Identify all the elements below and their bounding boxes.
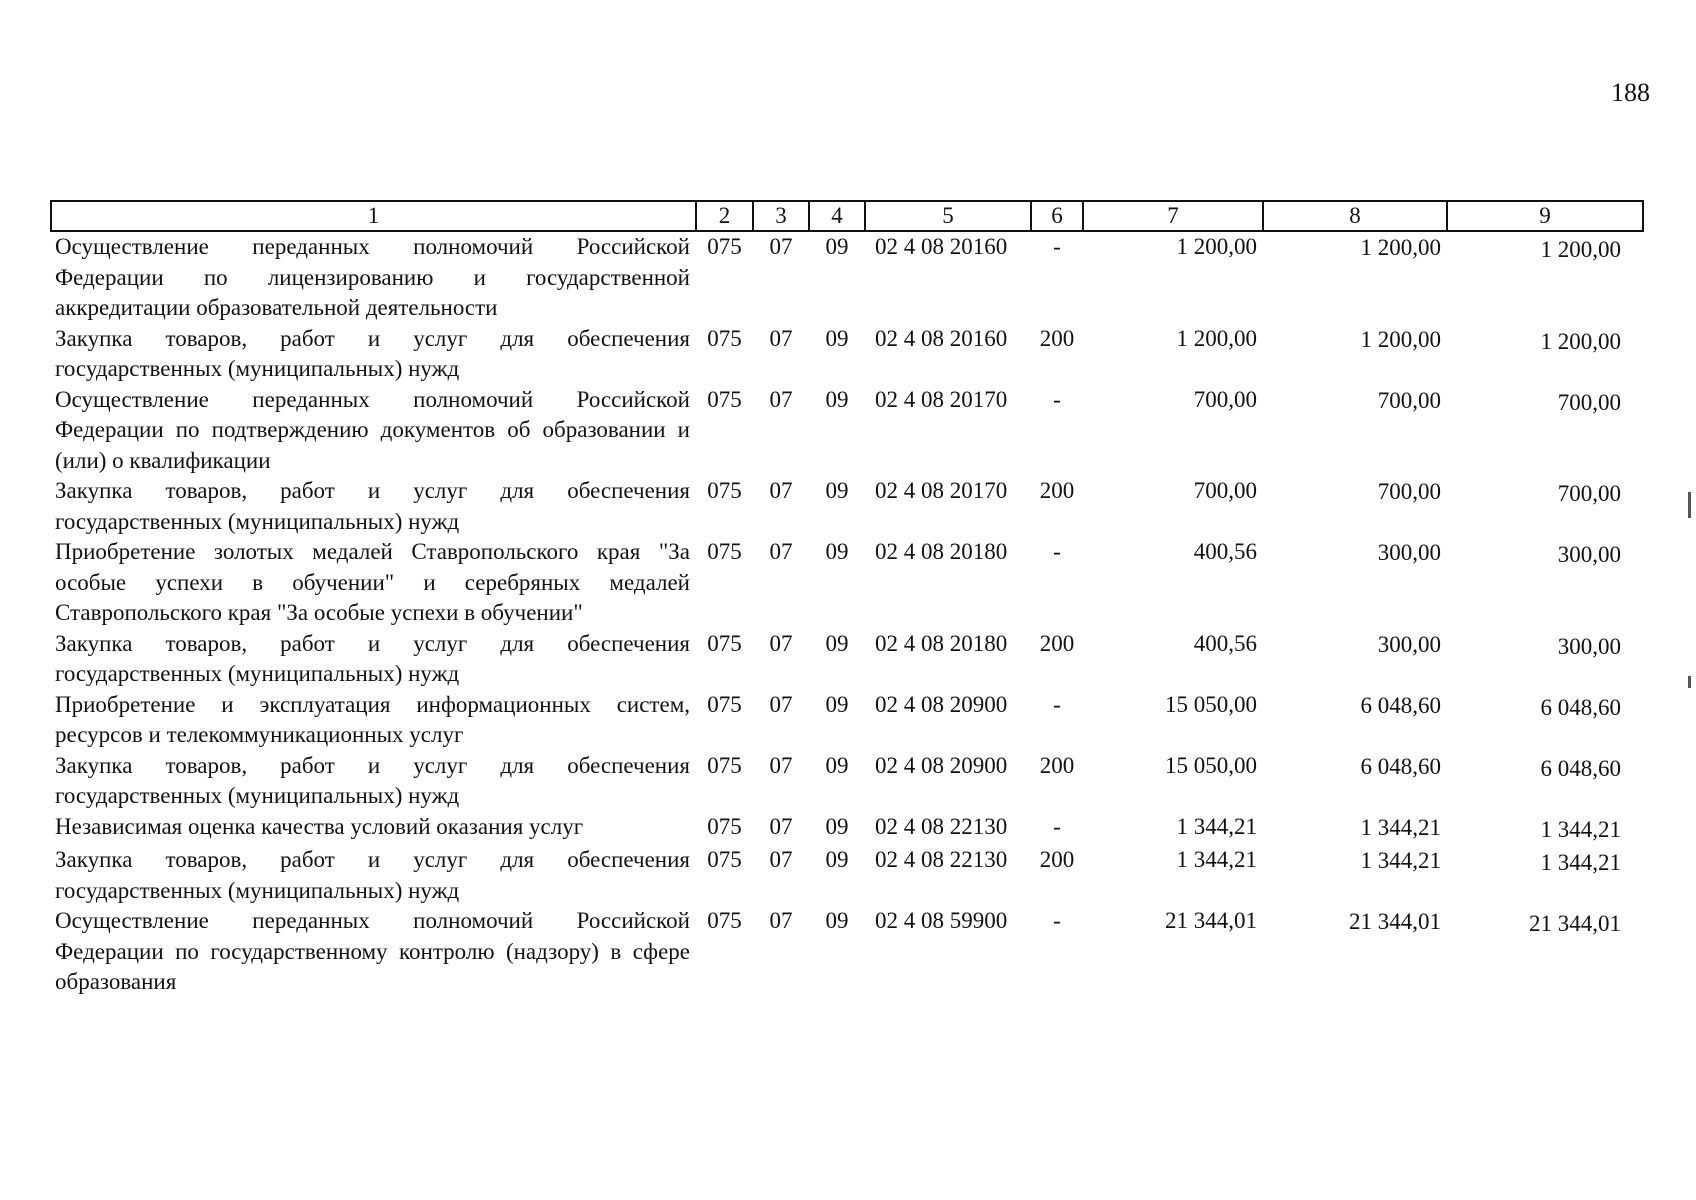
row-c8: 21 344,01: [1349, 909, 1441, 934]
row-name: Закупка товаров, работ и услуг для обеспечения государственных (муниципальных) нужд: [55, 630, 690, 686]
row-c4: 09: [825, 908, 849, 933]
row-c4: 09: [825, 691, 849, 717]
row-c2: 075: [707, 478, 742, 503]
row-c5: 02 4 08 22130: [875, 813, 1008, 839]
row-c6: 200: [1039, 847, 1075, 872]
row-c3: 07: [769, 630, 793, 656]
header-col-7: 7: [1083, 201, 1263, 231]
table-row: [51, 906, 1643, 998]
table-row: [51, 476, 1643, 537]
row-c8: 6 048,60: [1360, 753, 1441, 779]
table-row: [51, 629, 1643, 690]
header-col-9: 9: [1447, 201, 1643, 231]
table-row: [51, 537, 1643, 629]
row-c3: 07: [769, 478, 793, 503]
header-row: [51, 201, 1643, 231]
row-c6: 200: [1039, 325, 1075, 351]
row-c6: 200: [1039, 478, 1075, 503]
table-row: [51, 385, 1643, 477]
row-c7: 1 344,21: [1176, 847, 1257, 872]
row-name: Приобретение и эксплуатация информационных систем, ресурсов и телекоммуникационных услуг: [55, 691, 690, 747]
row-c2: 075: [707, 847, 742, 872]
row-name: Закупка товаров, работ и услуг для обеспечения государственных (муниципальных) нужд: [55, 478, 690, 534]
row-c6: 200: [1039, 630, 1075, 656]
row-c9: 21 344,01: [1529, 911, 1621, 936]
table-row: [51, 324, 1643, 385]
row-c9: 300,00: [1557, 633, 1621, 659]
table-row: [51, 751, 1643, 812]
row-c9: 1 200,00: [1540, 237, 1621, 262]
row-c5: 02 4 08 20900: [875, 691, 1008, 717]
row-c9: 1 344,21: [1540, 850, 1621, 875]
row-c7: 400,56: [1193, 630, 1257, 656]
row-c4: 09: [825, 478, 849, 503]
row-c2: 075: [707, 630, 742, 656]
row-c2: 075: [707, 234, 742, 259]
header-col-6: 6: [1031, 201, 1083, 231]
row-c5: 02 4 08 20180: [875, 630, 1008, 656]
row-c6: -: [1053, 908, 1061, 933]
row-name: Независимая оценка качества условий оказания услуг: [55, 813, 584, 839]
row-c5: 02 4 08 20160: [875, 325, 1008, 351]
row-c6: -: [1053, 691, 1061, 717]
row-c3: 07: [769, 752, 793, 778]
row-c7: 1 200,00: [1176, 234, 1257, 259]
row-c9: 1 344,21: [1540, 816, 1621, 842]
scan-margin-mark: [1688, 676, 1691, 688]
row-c8: 300,00: [1377, 631, 1441, 657]
row-c4: 09: [825, 386, 849, 412]
header-col-8: 8: [1263, 201, 1447, 231]
row-c5: 02 4 08 59900: [875, 908, 1008, 933]
row-c7: 1 344,21: [1176, 813, 1257, 839]
row-c7: 700,00: [1193, 386, 1257, 412]
row-c3: 07: [769, 325, 793, 351]
header-col-1: 1: [51, 201, 696, 231]
row-c8: 1 200,00: [1360, 326, 1441, 352]
row-c8: 1 344,21: [1360, 814, 1441, 840]
row-name: Закупка товаров, работ и услуг для обеспечения государственных (муниципальных) нужд: [55, 325, 690, 381]
row-c3: 07: [769, 234, 793, 259]
row-c4: 09: [825, 813, 849, 839]
row-c9: 1 200,00: [1540, 328, 1621, 354]
row-c3: 07: [769, 847, 793, 872]
row-c2: 075: [707, 813, 742, 839]
row-c5: 02 4 08 20160: [875, 234, 1008, 259]
row-c5: 02 4 08 22130: [875, 847, 1008, 872]
row-c2: 075: [707, 752, 742, 778]
row-c7: 15 050,00: [1165, 691, 1257, 717]
row-c4: 09: [825, 752, 849, 778]
row-c5: 02 4 08 20180: [875, 539, 1008, 564]
row-c9: 300,00: [1557, 542, 1621, 567]
row-c8: 700,00: [1377, 479, 1441, 504]
row-c3: 07: [769, 908, 793, 933]
row-c6: -: [1053, 539, 1061, 564]
row-c2: 075: [707, 539, 742, 564]
row-name: Закупка товаров, работ и услуг для обеспечения государственных (муниципальных) нужд: [55, 752, 690, 808]
row-c3: 07: [769, 539, 793, 564]
table-header: [51, 201, 1643, 231]
row-c5: 02 4 08 20170: [875, 478, 1008, 503]
row-name: Осуществление переданных полномочий Российской Федерации по государственному контролю (надзору) в сфере образования: [55, 908, 690, 994]
row-c2: 075: [707, 325, 742, 351]
row-name: Осуществление переданных полномочий Российской Федерации по лицензированию и государственной аккредитации образовательной деятельности: [55, 234, 690, 320]
header-col-3: 3: [753, 201, 809, 231]
row-name: Приобретение золотых медалей Ставропольского края "За особые успехи в обучении" и серебряных медалей Ставропольского края "За особые успехи в обучении": [55, 539, 690, 625]
row-c6: -: [1053, 234, 1061, 259]
header-col-4: 4: [809, 201, 865, 231]
row-c4: 09: [825, 325, 849, 351]
row-c5: 02 4 08 20900: [875, 752, 1008, 778]
row-name: Закупка товаров, работ и услуг для обеспечения государственных (муниципальных) нужд: [55, 847, 690, 903]
header-col-5: 5: [865, 201, 1031, 231]
table-body: [51, 231, 1643, 998]
row-c7: 400,56: [1193, 539, 1257, 564]
row-c6: -: [1053, 813, 1061, 839]
row-c8: 6 048,60: [1360, 692, 1441, 718]
row-c6: -: [1053, 386, 1061, 412]
row-c7: 21 344,01: [1165, 908, 1257, 933]
row-c8: 1 344,21: [1360, 848, 1441, 873]
row-c4: 09: [825, 539, 849, 564]
row-c2: 075: [707, 691, 742, 717]
row-c8: 700,00: [1377, 387, 1441, 413]
row-c4: 09: [825, 630, 849, 656]
row-c7: 1 200,00: [1176, 325, 1257, 351]
table-row: [51, 690, 1643, 751]
row-c7: 700,00: [1193, 478, 1257, 503]
header-col-2: 2: [696, 201, 753, 231]
row-c9: 700,00: [1557, 481, 1621, 506]
row-c3: 07: [769, 813, 793, 839]
row-c9: 700,00: [1557, 389, 1621, 415]
row-c4: 09: [825, 847, 849, 872]
row-c7: 15 050,00: [1165, 752, 1257, 778]
table-row: [51, 845, 1643, 906]
row-c3: 07: [769, 691, 793, 717]
scan-margin-mark: [1688, 492, 1691, 518]
budget-table: [50, 200, 1644, 998]
row-c4: 09: [825, 234, 849, 259]
row-c2: 075: [707, 908, 742, 933]
row-c5: 02 4 08 20170: [875, 386, 1008, 412]
row-c8: 1 200,00: [1360, 235, 1441, 260]
row-c3: 07: [769, 386, 793, 412]
row-c8: 300,00: [1377, 540, 1441, 565]
row-c6: 200: [1039, 752, 1075, 778]
table-row: [51, 812, 1643, 846]
page-number: 188: [1611, 78, 1650, 107]
row-c9: 6 048,60: [1540, 694, 1621, 720]
row-c9: 6 048,60: [1540, 755, 1621, 781]
row-name: Осуществление переданных полномочий Российской Федерации по подтверждению документов об образовании и (или) о квалификации: [55, 386, 690, 473]
row-c2: 075: [707, 386, 742, 412]
table-row: [51, 231, 1643, 324]
